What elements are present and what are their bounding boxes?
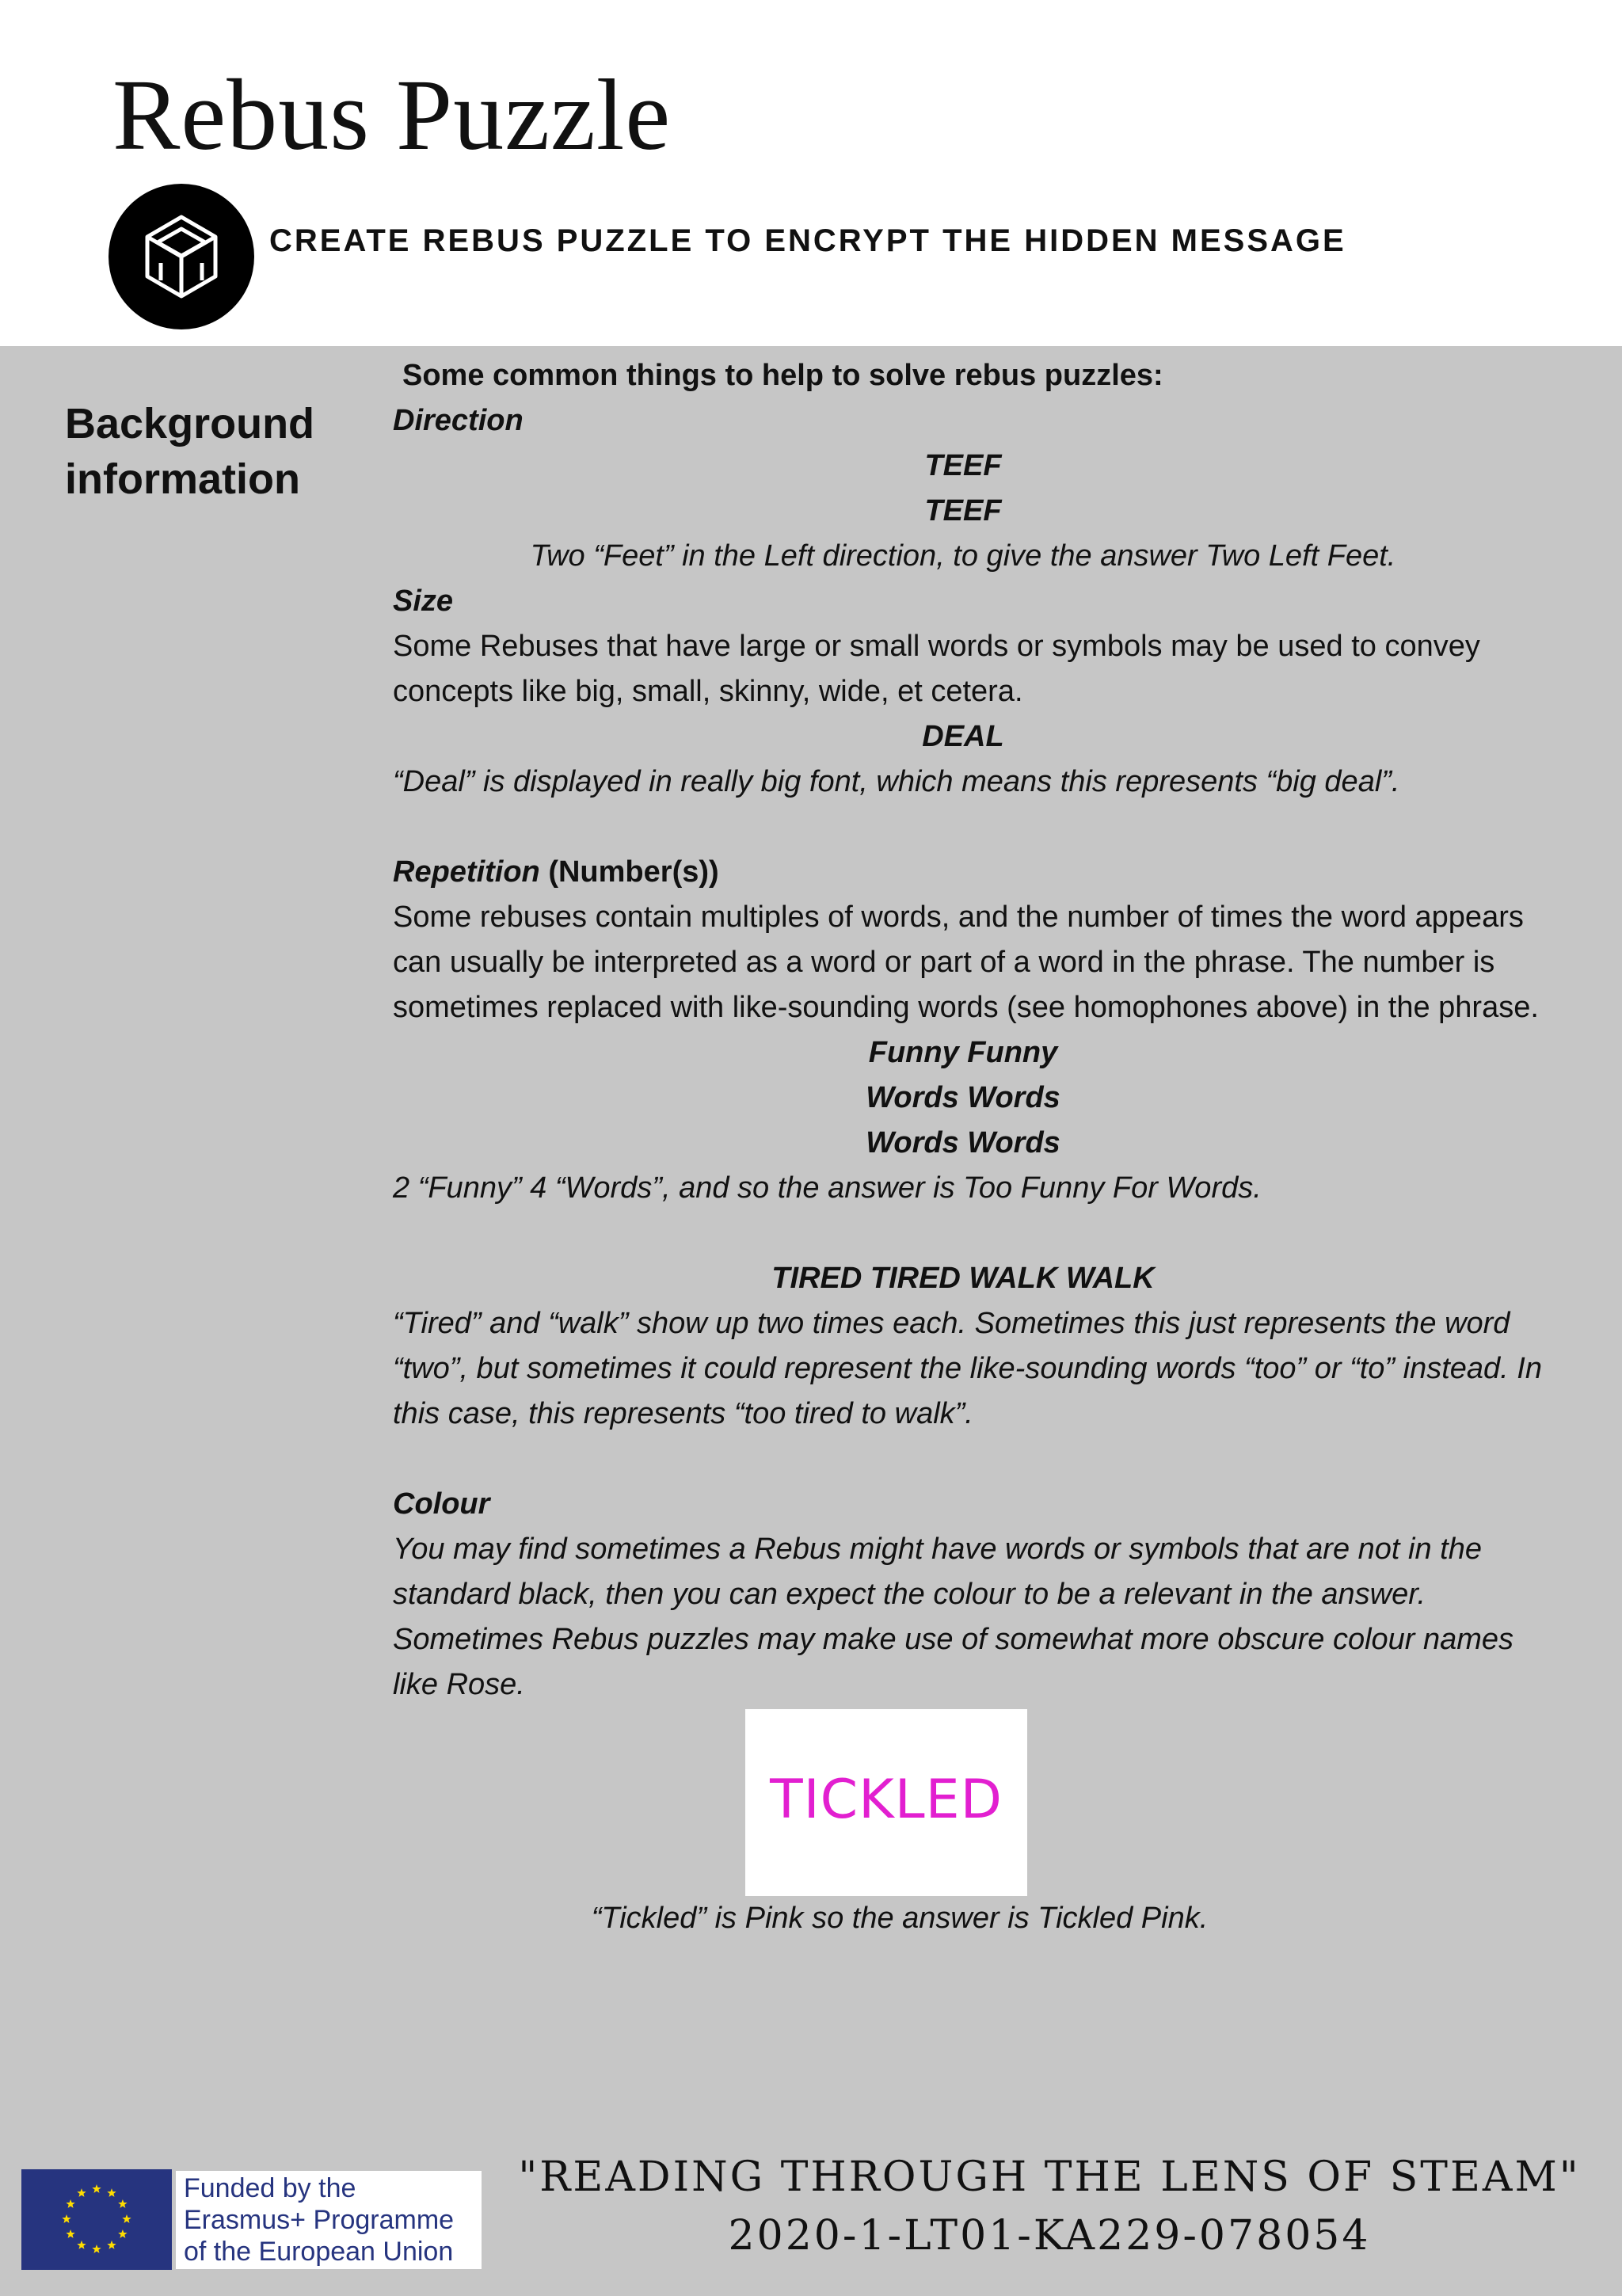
repetition-heading xyxy=(393,850,1549,895)
repetition-heading-italic: Repetition xyxy=(393,855,540,889)
project-code: 2020-1-LT01-KA229-078054 xyxy=(728,2212,1371,2260)
repetition-explanation: 2 “Funny” 4 “Words”, and so the answer is Too Funny For Words. xyxy=(393,1171,1262,1205)
eu-funding-label xyxy=(176,2171,482,2269)
repetition-example-line2: Words Words xyxy=(866,1081,1060,1114)
page-title: Rebus Puzzle xyxy=(112,59,672,171)
tickled-example-image xyxy=(745,1709,1027,1896)
main-content xyxy=(393,353,1549,1941)
colour-explanation: “Tickled” is Pink so the answer is Tickled Pink. xyxy=(591,1902,1209,1935)
page-subtitle: CREATE REBUS PUZZLE TO ENCRYPT THE HIDDEN MESSAGE xyxy=(269,223,1346,258)
size-heading: Size xyxy=(393,584,454,618)
repetition-body: Some rebuses contain multiples of words, and the number of times the word appears can usually be interpreted as a word or part of a word in the phrase. The number is sometimes replaced with like-sounding words (see homophones above) in the phrase. xyxy=(393,901,1539,1024)
size-explanation: “Deal” is displayed in really big font, which means this represents “big deal”. xyxy=(393,765,1400,798)
eu-funding-line2: Erasmus+ Programme xyxy=(184,2205,455,2235)
side-heading-line1: Background xyxy=(65,400,315,447)
repetition-example-line3: Words Words xyxy=(866,1126,1060,1159)
intro-text: Some common things to help to solve rebus puzzles: xyxy=(402,359,1163,392)
tickled-example-word: TICKLED xyxy=(770,1769,1003,1831)
direction-heading: Direction xyxy=(393,404,524,437)
repetition-example-line1: Funny Funny xyxy=(868,1036,1058,1069)
eu-funding-line3: of the European Union xyxy=(184,2237,454,2267)
direction-example-line2: TEEF xyxy=(924,494,1002,527)
size-example: DEAL xyxy=(922,720,1004,753)
hexagon-cube-icon xyxy=(109,184,254,329)
colour-heading: Colour xyxy=(393,1487,490,1521)
direction-example-line1: TEEF xyxy=(924,449,1002,482)
repetition-heading-rest: (Number(s)) xyxy=(539,855,719,889)
side-heading xyxy=(65,396,366,507)
eu-flag-icon xyxy=(21,2169,172,2270)
eu-funding-line1: Funded by the xyxy=(184,2173,356,2203)
project-title: "READING THROUGH THE LENS OF STEAM" xyxy=(518,2153,1581,2201)
direction-explanation: Two “Feet” in the Left direction, to give the answer Two Left Feet. xyxy=(530,539,1396,573)
colour-body: You may find sometimes a Rebus might have words or symbols that are not in the standard black, then you can expect the colour to be a relevant in the answer. Sometimes Rebus puzzles may make use of somewhat more obscure colour names like Rose. xyxy=(393,1533,1514,1701)
repetition-example2: TIRED TIRED WALK WALK xyxy=(771,1262,1155,1295)
repetition-explanation2: “Tired” and “walk” show up two times each. Sometimes this just represents the word “two”, but sometimes it could represent the like-sounding words “too” or “to” instead. In this case, this represents “too tired to walk”. xyxy=(393,1307,1542,1430)
size-body: Some Rebuses that have large or small words or symbols may be used to convey concepts like big, small, skinny, wide, et cetera. xyxy=(393,630,1480,708)
side-heading-line2: information xyxy=(65,455,300,503)
